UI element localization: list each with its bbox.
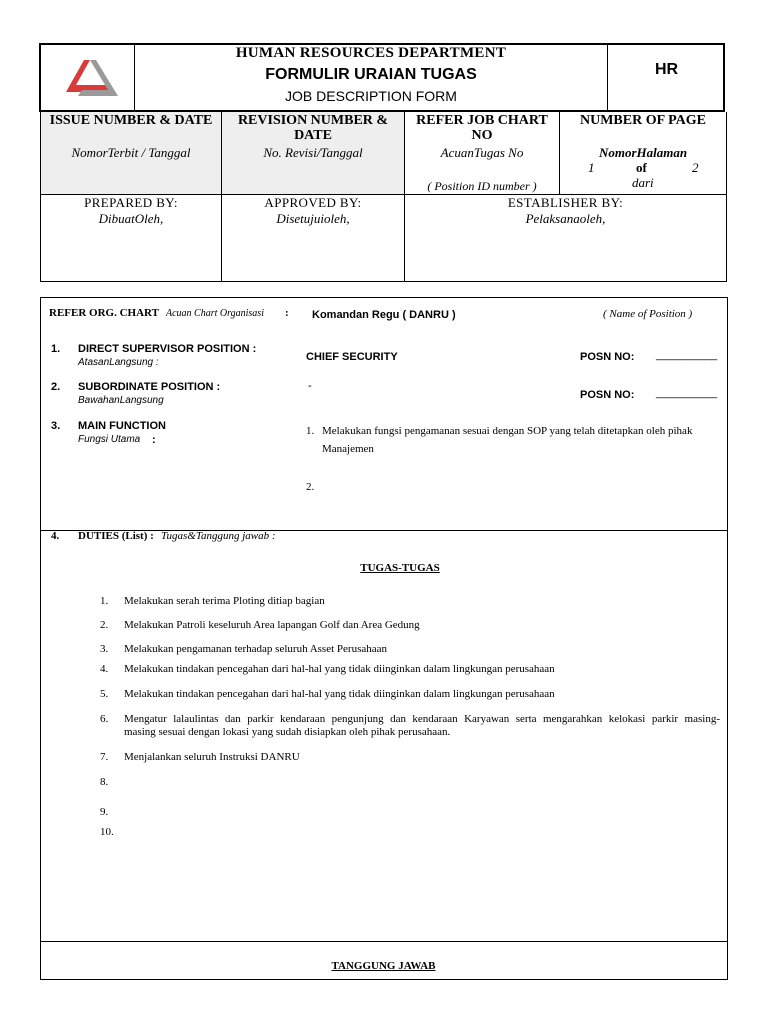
company-logo (60, 52, 122, 102)
duty-text: Menjalankan seluruh Instruksi DANRU (124, 751, 300, 763)
logo-icon (60, 52, 122, 102)
prepared-by-label: PREPARED BY: (84, 195, 178, 210)
duty-text-line1: Mengatur lalaulintas dan parkir kendaraan pengunjung dan kendaraan Karyawan serta mengarahkan kelokasi parkir masing- (124, 713, 720, 725)
main-function-sub: Fungsi Utama (78, 434, 141, 445)
subordinate-value: - (308, 380, 312, 392)
duty-num: 10. (100, 826, 114, 838)
duty-num: 7. (100, 751, 109, 763)
main-function-2-num: 2. (306, 481, 315, 493)
duty-text-line2: masing sesuai dengan lokasi yang sudah disiapkan oleh pihak perusahaan. (124, 726, 451, 738)
main-function-label: MAIN FUNCTION (78, 420, 166, 432)
duty-text: Melakukan tindakan pencegahan dari hal-hal yang tidak diinginkan dalam lingkungan perusahaan (124, 688, 555, 700)
item-3-num: 3. (51, 420, 61, 432)
main-function-1-line2: Manajemen (322, 443, 374, 455)
duties-num: 4. (51, 530, 60, 542)
duty-num: 5. (100, 688, 109, 700)
department-title: HUMAN RESOURCES DEPARTMENT (235, 45, 507, 61)
number-of-page-label: NUMBER OF PAGE (580, 113, 706, 128)
position-id: ( Position ID number ) (427, 179, 537, 193)
duty-text: Melakukan serah terima Ploting ditiap bagian (124, 595, 325, 607)
duty-num: 6. (100, 713, 109, 725)
name-of-position-note: ( Name of Position ) (603, 308, 693, 320)
item-2-num: 2. (51, 381, 61, 393)
department-code: HR (654, 61, 679, 78)
direct-supervisor-sub: AtasanLangsung : (78, 357, 159, 368)
revision-label-2: DATE (294, 128, 332, 143)
subordinate-label: SUBORDINATE POSITION : (78, 381, 221, 393)
page-total: 2 (692, 160, 699, 175)
duty-text: Melakukan pengamanan terhadap seluruh Asset Perusahaan (124, 643, 387, 655)
revision-sub: No. Revisi/Tanggal (263, 145, 363, 160)
posn-no-label-1: POSN NO: (580, 351, 635, 363)
main-function-colon: : (152, 434, 156, 446)
subordinate-sub: BawahanLangsung (78, 395, 164, 406)
prepared-by-sub: DibuatOleh, (98, 211, 164, 226)
duty-num: 4. (100, 663, 109, 675)
org-chart-colon: : (285, 307, 289, 319)
direct-supervisor-label: DIRECT SUPERVISOR POSITION : (78, 343, 257, 355)
duties-sub: Tugas&Tanggung jawab : (161, 530, 276, 542)
main-function-1-line1: Melakukan fungsi pengamanan sesuai dengan SOP yang telah ditetapkan oleh pihak (322, 425, 693, 437)
tugas-heading: TUGAS-TUGAS (360, 562, 440, 574)
refer-job-sub: AcuanTugas No (440, 145, 524, 160)
establisher-by-sub: Pelaksanaoleh, (525, 211, 606, 226)
duty-num: 3. (100, 643, 109, 655)
approved-by-sub: Disetujuioleh, (276, 211, 350, 226)
form-title-en: JOB DESCRIPTION FORM (285, 88, 457, 104)
org-chart-label: REFER ORG. CHART (49, 307, 159, 319)
item-1-num: 1. (51, 343, 61, 355)
issue-number-sub: NomorTerbit / Tanggal (71, 145, 191, 160)
posn-no-value-1: __________ (656, 349, 718, 361)
establisher-by-label: ESTABLISHER BY: (507, 195, 624, 210)
duties-label: DUTIES (List) : (78, 530, 154, 542)
revision-label-1: REVISION NUMBER & (237, 113, 389, 128)
direct-supervisor-value: CHIEF SECURITY (306, 351, 398, 363)
main-function-1-num: 1. (306, 425, 315, 437)
duty-num: 9. (100, 806, 109, 818)
page-current: 1 (588, 160, 595, 175)
posn-no-label-2: POSN NO: (580, 389, 635, 401)
duty-num: 8. (100, 776, 109, 788)
refer-job-label-1: REFER JOB CHART (416, 113, 548, 128)
approved-by-label: APPROVED BY: (264, 195, 362, 210)
duty-text: Melakukan tindakan pencegahan dari hal-hal yang tidak diinginkan dalam lingkungan perusahaan (124, 663, 555, 675)
form-title-id: FORMULIR URAIAN TUGAS (265, 66, 477, 83)
org-chart-value: Komandan Regu ( DANRU ) (312, 309, 456, 321)
refer-job-label-2: NO (471, 128, 493, 143)
duty-num: 1. (100, 595, 109, 607)
tanggung-jawab-heading: TANGGUNG JAWAB (331, 960, 436, 972)
posn-no-value-2: __________ (656, 387, 718, 399)
issue-number-label: ISSUE NUMBER & DATE (49, 113, 213, 128)
page-dari: dari (632, 175, 654, 190)
org-chart-sub: Acuan Chart Organisasi (166, 308, 264, 319)
duty-text: Melakukan Patroli keseluruh Area lapangan Golf dan Area Gedung (124, 619, 420, 631)
page-of: of (636, 160, 647, 175)
duty-num: 2. (100, 619, 109, 631)
nomor-halaman: NomorHalaman (598, 145, 688, 160)
